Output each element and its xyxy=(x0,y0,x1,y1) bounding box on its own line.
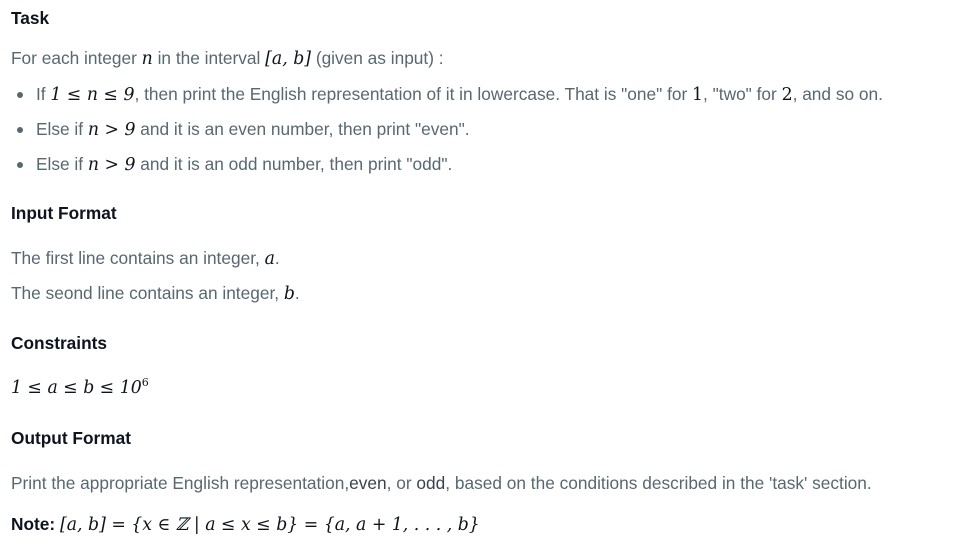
interval-math: [a, b] xyxy=(265,49,312,69)
input-line-1: The first line contains an integer, a. xyxy=(11,248,280,269)
output-format-heading: Output Format xyxy=(11,428,131,448)
task-heading: Task xyxy=(11,8,50,28)
list-item: Else if n > 9 and it is an odd number, then print "odd". xyxy=(0,150,883,185)
input-line-2: The seond line contains an integer, b. xyxy=(11,283,300,304)
list-item: If 1 ≤ n ≤ 9, then print the English representation of it in lowercase. That is "one" for 1, "two" for 2, and so on. xyxy=(0,80,883,115)
math-condition: n > 9 xyxy=(87,120,136,140)
constraints-math: $1 \le a \le b \le 10^6$ xyxy=(11,376,149,398)
var-n: n xyxy=(141,49,153,69)
list-item: Else if n > 9 and it is an even number, then print "even". xyxy=(0,115,883,150)
output-format-text: Print the appropriate English representation,even, or odd, based on the conditions described in the 'task' section. xyxy=(11,473,872,493)
input-format-heading: Input Format xyxy=(11,203,117,223)
math-range: 1 ≤ n ≤ 9 xyxy=(50,85,135,105)
note: Note: [a, b] = {x ∈ ℤ | a ≤ x ≤ b} = {a, a + 1, . . . , b} xyxy=(11,514,480,535)
task-intro: For each integer n in the interval [a, b] (given as input) : xyxy=(11,48,444,69)
constraints-heading: Constraints xyxy=(11,333,108,353)
note-math: [a, b] = {x ∈ ℤ | a ≤ x ≤ b} = {a, a + 1, . . . , b} xyxy=(59,515,480,535)
math-condition: n > 9 xyxy=(87,155,136,175)
task-rules-list xyxy=(0,80,883,185)
